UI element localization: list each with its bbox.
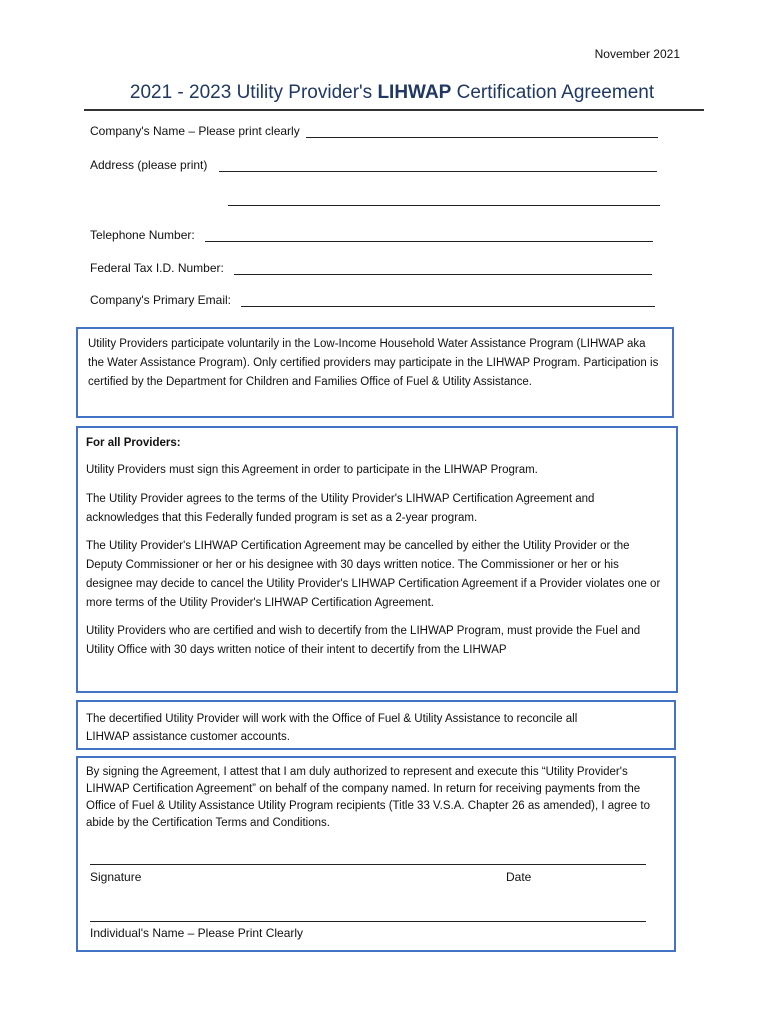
company-name-label: Company's Name – Please print clearly — [90, 124, 300, 138]
intro-text: Utility Providers participate voluntarily in the Low-Income Household Water Assistance Program (LIHWAP aka the Water Assistance Program). Only certified providers may participate in the LIHWAP Program. Participation is certified by the Department for Children and Families Office of Fuel & Utility Assistance. — [88, 338, 659, 388]
printed-name-label: Individual's Name – Please Print Clearly — [90, 926, 304, 940]
signature-attest-text: By signing the Agreement, I attest that I am duly authorized to represent and execute this “Utility Provider's LIHWAP Certification Agreement” on behalf of the company named. In return for receiving payments from the Office of Fuel & Utility Assistance Utility Program recipients (Title 33 V.S.A. Chapter 26 as amended), I agree to abide by the Certification Terms and Conditions. — [86, 766, 650, 829]
signature-box — [76, 756, 676, 952]
signature-label: Signature — [90, 870, 142, 884]
email-field — [90, 293, 655, 307]
tax-id-label: Federal Tax I.D. Number: — [90, 261, 224, 275]
providers-para-2: The Utility Provider agrees to the terms of the Utility Provider's LIHWAP Certification Agreement and acknowledges that this Federally funded program is set as a 2-year program. — [86, 493, 595, 524]
tax-id-field — [90, 261, 652, 275]
address-blank-1[interactable] — [219, 159, 657, 172]
decertified-text: The decertified Utility Provider will work with the Office of Fuel & Utility Assistance to reconcile all LIHWAP assistance customer accounts. — [86, 713, 578, 743]
title-bold: LIHWAP — [377, 82, 452, 103]
providers-para-3: The Utility Provider's LIHWAP Certification Agreement may be cancelled by either the Utility Provider or the Deputy Commissioner or her or his designee with 30 days written notice. The Commissioner or her or his designee may decide to cancel the Utility Provider's LIHWAP Certification Agreement if a Provider violates one or more terms of the Utility Provider's LIHWAP Certification Agreement. — [86, 540, 661, 609]
title-prefix: 2021 - 2023 Utility Provider's — [129, 82, 378, 103]
title-rule — [84, 109, 704, 111]
address-label: Address (please print) — [90, 158, 208, 172]
date-label: Date — [506, 870, 532, 884]
telephone-field — [90, 228, 653, 242]
providers-heading: For all Providers: — [86, 437, 181, 449]
providers-para-1: Utility Providers must sign this Agreement in order to participate in the LIHWAP Program. — [86, 464, 538, 476]
telephone-blank[interactable] — [205, 229, 653, 242]
telephone-label: Telephone Number: — [90, 228, 195, 242]
title-suffix: Certification Agreement — [451, 82, 655, 103]
address-blank-2[interactable] — [228, 205, 660, 206]
signature-line[interactable] — [90, 864, 646, 865]
intro-box — [76, 327, 674, 418]
providers-para-4: Utility Providers who are certified and wish to decertify from the LIHWAP Program, must provide the Fuel and Utility Office with 30 days written notice of their intent to decertify from the LIHWAP — [86, 625, 641, 656]
address-field — [90, 158, 657, 172]
company-name-field — [90, 124, 658, 138]
tax-id-blank[interactable] — [234, 262, 652, 275]
providers-box — [76, 426, 678, 693]
decertified-box — [76, 700, 676, 750]
document-title — [82, 82, 702, 104]
email-label: Company's Primary Email: — [90, 293, 231, 307]
company-name-blank[interactable] — [306, 125, 658, 138]
printed-name-line[interactable] — [90, 921, 646, 922]
email-blank[interactable] — [241, 294, 655, 307]
document-date: November 2021 — [594, 47, 680, 61]
